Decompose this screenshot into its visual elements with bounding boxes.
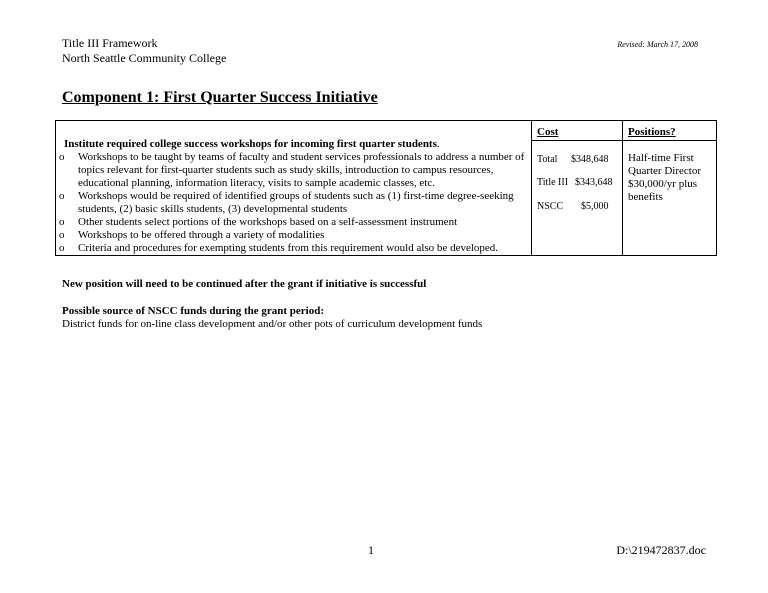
bullet-marker-icon: o xyxy=(59,216,65,228)
list-item: o Criteria and procedures for exempting students from this requirement would also be developed. xyxy=(59,242,499,254)
cost-amount: $5,000 xyxy=(581,201,609,212)
list-item: o Other students select portions of the workshops based on a self-assessment instrument xyxy=(59,216,458,228)
cost-row-title-iii xyxy=(537,177,621,189)
cost-row-total xyxy=(537,154,621,166)
list-item: o Workshops to be taught by teams of faculty and student services professionals to address a number of topics relevant for first-quarter students such as study skills, introduction to campus resources, educational planning, information literacy, visits to sample academic classes, etc. xyxy=(59,151,525,189)
header-college-name: North Seattle Community College xyxy=(62,51,227,65)
initiative-bullet-list xyxy=(56,151,528,255)
funds-source-title: Possible source of NSCC funds during the grant period: xyxy=(62,305,324,317)
bullet-marker-icon: o xyxy=(59,229,65,241)
cost-amount: $343,648 xyxy=(575,177,613,188)
bullet-marker-icon: o xyxy=(59,151,65,163)
column-divider xyxy=(531,121,532,255)
document-header xyxy=(62,36,226,66)
list-item: o Workshops would be required of identified groups of students such as (1) first-time degree-seeking students, (2) basic skills students, (3) developmental students xyxy=(59,190,514,215)
header-framework-title: Title III Framework xyxy=(62,36,158,50)
revised-date: Revised: March 17, 2008 xyxy=(617,40,698,49)
cost-label: Total xyxy=(537,154,558,165)
positions-header: Positions? xyxy=(628,126,676,138)
list-item: o Workshops to be offered through a variety of modalities xyxy=(59,229,325,241)
document-filename: D:\219472837.doc xyxy=(616,543,706,557)
header-divider xyxy=(531,140,716,141)
bullet-marker-icon: o xyxy=(59,190,65,202)
cost-amount: $348,648 xyxy=(571,154,609,165)
funds-source-text: District funds for on-line class development and/or other pots of curriculum development funds xyxy=(62,318,483,330)
initiative-heading: Institute required college success workshops for incoming first quarter students. xyxy=(64,138,440,150)
initiative-table xyxy=(55,120,717,256)
continuation-note: New position will need to be continued after the grant if initiative is successful xyxy=(62,278,427,290)
initiative-description xyxy=(56,138,528,255)
bullet-marker-icon: o xyxy=(59,242,65,254)
cost-label: Title III xyxy=(537,177,569,188)
column-divider xyxy=(622,121,623,255)
cost-row-nscc xyxy=(537,201,621,213)
page-number: 1 xyxy=(368,543,374,557)
positions-text: Half-time First Quarter Director $30,000/yr plus benefits xyxy=(628,152,701,203)
cost-header: Cost xyxy=(537,126,559,138)
component-title: Component 1: First Quarter Success Initiative xyxy=(62,89,378,106)
cost-label: NSCC xyxy=(537,201,564,212)
